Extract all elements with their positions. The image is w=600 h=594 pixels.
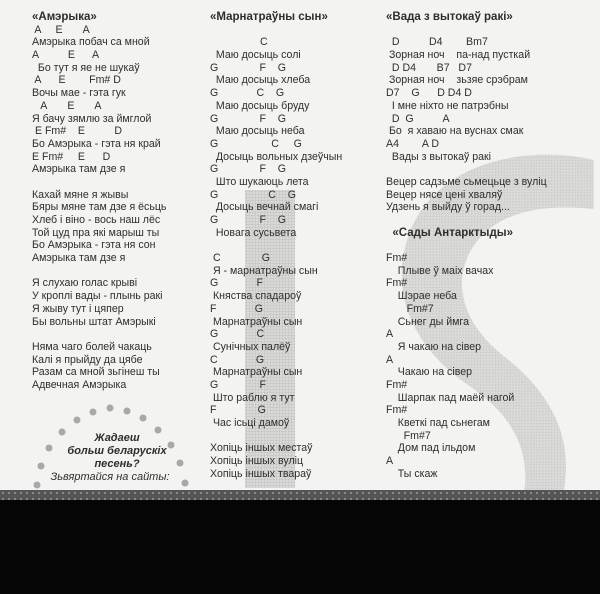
lyric-line: Кахай мяне я жывы: [32, 188, 129, 201]
lyric-line: Я бачу зямлю за ймглой: [32, 112, 152, 125]
chord-line: Fm#: [386, 277, 408, 290]
lyric-line: Калі я прыйду да цябе: [32, 353, 143, 366]
chord-line: A4 A D: [386, 137, 439, 150]
chord-line: A E A: [32, 99, 102, 112]
chord-line: Fm#: [386, 378, 408, 391]
lyric-line: Маю досыць солі: [210, 49, 301, 62]
lyric-line: Шарпак пад маёй нагой: [386, 391, 515, 404]
chord-line: G C: [210, 328, 265, 341]
blank-line: [210, 430, 380, 443]
lyric-line: Хопіць іншых местаў: [210, 442, 313, 455]
lyric-line: Новага сусьвета: [210, 226, 297, 239]
lyric-line: Амэрыка побач са мной: [32, 36, 150, 49]
lyric-line: Разам са мной зьгінеш ты: [32, 366, 160, 379]
lyric-line: Бяры мяне там дзе я ёсьць: [32, 201, 167, 214]
chord-line: A: [386, 455, 394, 468]
scan-black-area: [0, 500, 600, 594]
lyric-line: Плыве ў маіх вачах: [386, 264, 494, 277]
chord-line: C G: [210, 252, 271, 265]
chord-line: A E A: [32, 23, 90, 36]
lyric-line: Шэрае неба: [386, 290, 457, 303]
chord-line: D D4 B7 D7: [386, 61, 472, 74]
blank-line: [210, 24, 380, 37]
chord-line: C G: [210, 353, 265, 366]
blank-line: [386, 163, 586, 176]
lyric-line: Дом пад ільдом: [386, 442, 476, 455]
chord-line: G F G: [210, 214, 286, 226]
lyric-line: Вочы мае - гэта гук: [32, 87, 126, 100]
chord-line: A E A: [32, 49, 100, 62]
chord-line: F G: [210, 302, 263, 315]
lyric-line: Час ісьці дамоў: [210, 417, 290, 429]
chord-line: D D4 Bm7: [386, 36, 488, 49]
song-title: «Марнатраўны сын»: [210, 11, 328, 23]
blank-line: [32, 176, 207, 189]
blank-line: [386, 24, 586, 37]
lyric-line: Бо Амэрыка - гэта ня сон: [32, 239, 156, 252]
chord-line: G F G: [210, 163, 286, 176]
chord-line: A E Fm# D: [32, 74, 121, 87]
blank-line: [32, 328, 207, 341]
lyric-line: Маю досыць бруду: [210, 99, 310, 112]
lyric-line: Зорная ноч зьзяе срэбрам: [386, 74, 528, 87]
promo-line-1: Жадаеш: [94, 432, 140, 444]
chord-line: D7 G D D4 D: [386, 87, 472, 100]
promo-text: [52, 432, 182, 484]
chord-line: A: [386, 328, 394, 341]
lyric-line: Амэрыка там дзе я: [32, 163, 126, 176]
lyric-line: Я жыву тут і цяпер: [32, 302, 124, 315]
lyric-line: Бо тут я яе не шукаў: [32, 61, 140, 74]
lyric-line: Той цуд пра які марыш ты: [32, 226, 160, 239]
blank-line: [386, 214, 586, 227]
song-title: «Амэрыка»: [32, 11, 97, 23]
chord-line: Fm#: [386, 252, 408, 265]
lyric-line: Я слухаю голас крыві: [32, 277, 138, 290]
lyric-line: Кветкі пад сьнегам: [386, 417, 490, 429]
blank-line: [386, 239, 586, 252]
lyric-line: Ты скаж: [386, 467, 438, 480]
lyric-line: Зорная ноч па-над пусткай: [386, 49, 531, 62]
lyric-line: Досыць вечнай смагі: [210, 201, 319, 214]
lyric-line: Адвечная Амэрыка: [32, 378, 127, 391]
song-title: «Сады Антарктыды»: [386, 226, 513, 239]
chord-line: G C G: [210, 87, 285, 100]
lyric-line: Хопіць іншых твараў: [210, 467, 312, 480]
promo-line-2: больш беларускіх: [67, 445, 167, 457]
blank-line: [32, 265, 207, 278]
chord-line: Fm#: [386, 404, 408, 417]
lyric-line: Я - марнатраўны сын: [210, 264, 318, 277]
chord-line: A: [386, 353, 394, 366]
promo-line-3: песень?: [94, 458, 140, 470]
lyric-line: Удзень я выйду ў горад...: [386, 201, 510, 214]
lyric-line: Вецер садзьме сьмецьце з вуліц: [386, 175, 547, 188]
chord-line: G F: [210, 378, 266, 391]
chord-line: C: [210, 36, 268, 49]
chord-line: Fm#7: [386, 429, 431, 442]
song-title: «Вада з вытокаў ракі»: [386, 11, 513, 23]
lyric-line: Амэрыка там дзе я: [32, 252, 126, 265]
lyric-line: Маю досыць хлеба: [210, 74, 311, 87]
lyric-line: Марнатраўны сын: [210, 315, 303, 328]
lyric-line: Бо я хаваю на вуснах смак: [386, 125, 524, 138]
lyric-line: Што шукаюць лета: [210, 175, 309, 188]
lyric-line: Хлеб і віно - вось наш лёс: [32, 214, 161, 226]
lyric-line: Марнатраўны сын: [210, 366, 303, 379]
scan-edge-strip: [0, 490, 600, 500]
chord-line: E Fm# E D: [32, 125, 123, 138]
lyric-line: Сунічных палёў: [210, 340, 291, 353]
blank-line: [210, 239, 380, 252]
lyric-line: Вецер нясе цені хваляў: [386, 188, 503, 201]
lyric-line: Княства спадароў: [210, 290, 302, 303]
chord-line: G C G: [210, 137, 302, 150]
lyric-line: Няма чаго болей чакаць: [32, 340, 152, 353]
lyric-line: У кроплі вады - плынь ракі: [32, 290, 163, 303]
lyric-line: Маю досыць неба: [210, 125, 305, 138]
chord-line: G F: [210, 277, 263, 290]
song-amerika: [32, 11, 207, 392]
lyric-line: Што раблю я тут: [210, 391, 295, 404]
chord-line: Fm#7: [386, 302, 434, 315]
chord-line: D G A: [386, 112, 450, 125]
lyric-line: Хопіць іншых вуліц: [210, 455, 304, 468]
lyric-line: Бы вольны штат Амэрыкі: [32, 315, 156, 328]
lyric-line: Я чакаю на сівер: [386, 340, 482, 353]
chord-line: F G: [210, 404, 266, 417]
lyric-line: Досыць вольных дзеўчын: [210, 150, 343, 163]
chord-line: G F G: [210, 61, 286, 74]
song-vada-i-sady: [386, 11, 586, 480]
lyric-line: Вады з вытокаў ракі: [386, 150, 492, 163]
chord-line: G C G: [210, 188, 296, 201]
promo-line-4: Зьвяртайся на сайты:: [50, 471, 170, 483]
lyric-line: Сьнег ды ймга: [386, 315, 469, 328]
lyric-line: І мне ніхто не патрэбны: [386, 99, 509, 112]
lyric-line: Чакаю на сівер: [386, 366, 473, 379]
chord-line: G F G: [210, 112, 286, 125]
song-marnatrauny-syn: [210, 11, 380, 480]
chord-line: E Fm# E D: [32, 150, 111, 163]
lyric-line: Бо Амэрыка - гэта ня край: [32, 137, 161, 150]
